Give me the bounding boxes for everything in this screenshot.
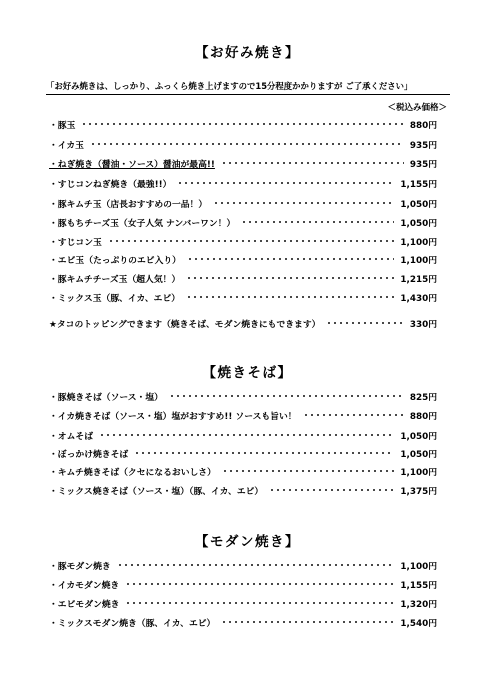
dot-leader: [326, 316, 403, 330]
menu-item-price: 1,100円: [400, 561, 437, 572]
dot-leader: [125, 577, 394, 591]
menu-item-price: 825円: [409, 392, 437, 403]
menu-item: [49, 252, 437, 266]
menu-item: [49, 176, 437, 190]
menu-item-name: ・豚もちチーズ玉（女子人気 ナンバーワン！）: [49, 218, 236, 229]
dot-leader: [303, 408, 404, 422]
menu-item-name: ・エビモダン焼き: [49, 599, 120, 610]
menu-item: [49, 117, 437, 131]
menu-item-price: 1,100円: [400, 467, 437, 478]
menu-item-name: ・豚玉: [49, 120, 76, 131]
menu-item-price: 1,100円: [400, 237, 437, 248]
dot-leader: [187, 252, 394, 266]
okonomiyaki-title: 【お好み焼き】: [195, 45, 300, 61]
menu-item: [49, 446, 437, 460]
dot-leader: [221, 615, 394, 629]
menu-item: [49, 196, 437, 210]
menu-item-price: 1,050円: [400, 431, 437, 442]
menu-item: [49, 428, 437, 442]
menu-item: [49, 290, 437, 304]
dot-leader: [221, 156, 404, 170]
menu-item-name: ・イカ玉: [49, 140, 84, 151]
menu-item-name: ・ミックス玉（豚、イカ、エビ）: [49, 293, 181, 304]
menu-item-price: 1,375円: [400, 486, 437, 497]
menu-item-price: 1,050円: [400, 218, 437, 229]
dot-leader: [108, 234, 395, 248]
menu-item-price: 935円: [409, 140, 437, 151]
menu-item-price: 1,155円: [400, 580, 437, 591]
menu-item-price: 1,215円: [400, 274, 437, 285]
menu-item-name: ・キムチ焼きそば（クセになるおいしさ）: [49, 467, 216, 478]
topping-name: ★タコのトッピングできます（焼きそば、モダン焼きにもできます）: [49, 319, 321, 330]
dot-leader: [186, 290, 394, 304]
menu-item: [49, 215, 437, 229]
menu-item-price: 1,320円: [400, 599, 437, 610]
menu-item-name: ・イカモダン焼き: [49, 580, 120, 591]
menu-item: [49, 408, 437, 422]
dot-leader: [241, 215, 394, 229]
menu-item-price: 1,155円: [400, 179, 437, 190]
menu-item-price: 935円: [409, 159, 437, 170]
menu-item: [49, 596, 437, 610]
modanyaki-title: 【モダン焼き】: [194, 534, 301, 550]
menu-item: [49, 558, 437, 572]
dot-leader: [117, 558, 395, 572]
menu-item-name: ・ぼっかけ焼きそば: [49, 449, 129, 460]
dot-leader: [125, 596, 394, 610]
dot-leader: [222, 464, 394, 478]
menu-item-price: 880円: [409, 411, 437, 422]
dot-leader: [213, 196, 394, 210]
menu-item: [49, 234, 437, 248]
menu-item-name: ・エビ玉（たっぷりのエビ入り）: [49, 255, 181, 266]
menu-item-name: ・豚キムチ玉（店長おすすめの一品！）: [49, 199, 208, 210]
menu-item-name: ・すじコン玉: [49, 237, 102, 248]
menu-item: [49, 577, 437, 591]
yakisoba-title: 【焼きそば】: [202, 365, 293, 381]
dot-leader: [177, 176, 394, 190]
menu-item: [49, 464, 437, 478]
dot-leader: [269, 483, 394, 497]
menu-item: [49, 271, 437, 285]
menu-item: [49, 615, 437, 629]
dot-leader: [99, 428, 394, 442]
cooking-time-notice: 「お好み焼きは、しっかり、ふっくら焼き上げますので15分程度かかりますが ご了承ください」: [46, 80, 450, 95]
menu-item-price: 1,540円: [400, 618, 437, 629]
menu-item-name: ・イカ焼きそば（ソース・塩）塩がおすすめ!! ソースも旨い！: [49, 411, 297, 422]
menu-item-name: ・オムそば: [49, 431, 93, 442]
dot-leader: [134, 446, 394, 460]
menu-item-name: ・すじコンねぎ焼き（最強!!）: [49, 179, 172, 190]
menu-item-name: ・ミックス焼きそば（ソース・塩）（豚、イカ、エビ）: [49, 486, 264, 497]
menu-item: [49, 137, 437, 151]
menu-item-name: ・ミックスモダン焼き（豚、イカ、エビ）: [49, 618, 216, 629]
dot-leader: [169, 389, 404, 403]
menu-item-name: ・ねぎ焼き（醤油・ソース）醤油が最高!!: [49, 159, 215, 170]
menu-item: [49, 389, 437, 403]
menu-item: [49, 156, 437, 170]
dot-leader: [186, 271, 394, 285]
dot-leader: [81, 117, 403, 131]
dot-leader: [90, 137, 404, 151]
menu-item-price: 1,050円: [400, 199, 437, 210]
menu-item-price: 880円: [409, 120, 437, 131]
topping-item: [49, 316, 437, 330]
menu-item-price: 1,050円: [400, 449, 437, 460]
menu-item-price: 1,100円: [400, 255, 437, 266]
menu-item-price: 1,430円: [400, 293, 437, 304]
tax-included-label: ＜税込み価格＞: [387, 103, 447, 113]
topping-price: 330円: [409, 319, 437, 330]
menu-item-name: ・豚焼きそば（ソース・塩）: [49, 392, 163, 403]
menu-item-name: ・豚キムチチーズ玉（超人気！）: [49, 274, 181, 285]
menu-item-name: ・豚モダン焼き: [49, 561, 111, 572]
menu-item: [49, 483, 437, 497]
